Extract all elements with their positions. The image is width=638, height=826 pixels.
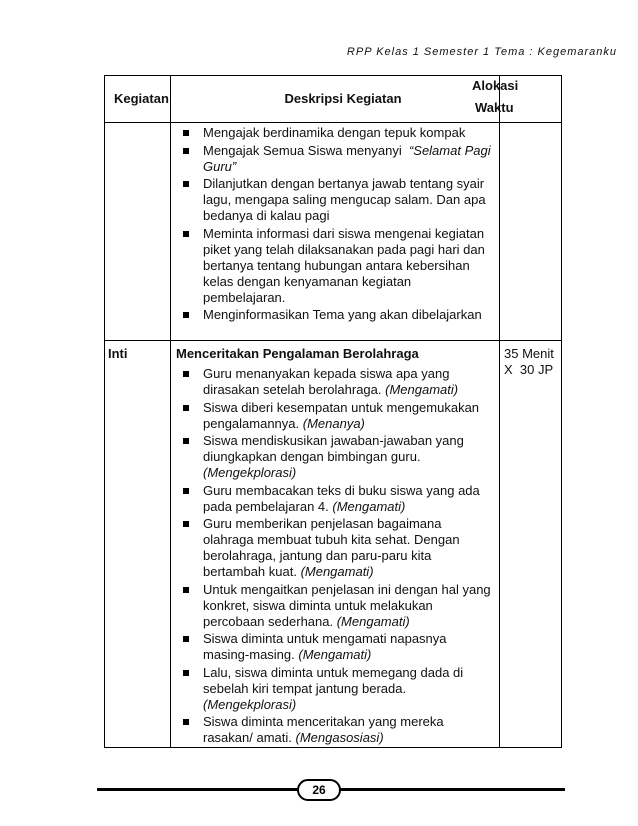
bullet-item [171, 176, 499, 224]
bullet-square-icon [183, 181, 189, 187]
bullet-italic-text: (Mengasosiasi) [295, 730, 384, 745]
row-core-description [171, 341, 499, 748]
bullet-italic-text: (Mengekplorasi) [203, 696, 297, 712]
row-core-time [500, 341, 561, 378]
bullet-text: Siswa diberi kesempatan untuk mengemukakan pengalamannya. [203, 399, 480, 431]
bullet-italic-text: (Mengamati) [332, 498, 406, 514]
bullet-italic-text: (Mengamati) [385, 382, 459, 397]
bullet-text: Siswa mendiskusikan jawaban-jawaban yang diungkapkan dengan bimbingan guru. [203, 433, 464, 464]
bullet-square-icon [183, 148, 189, 154]
column-header-time [472, 76, 561, 122]
bullet-item [171, 226, 499, 306]
bullet-item [171, 516, 499, 580]
bullet-text: Guru membacakan teks di buku siswa yang ada pada pembelajaran 4. [203, 482, 480, 514]
bullet-text: Untuk mengaitkan penjelasan ini dengan hal yang konkret, siswa diminta untuk melakukan percobaan sederhana. [203, 581, 491, 629]
bullet-square-icon [183, 488, 189, 494]
bullet-text: Guru memberikan penjelasan bagaimana olahraga membuat tubuh kita sehat. Dengan berolahraga, jantung dan paru-paru kita bertambah kuat. [203, 516, 460, 579]
bullet-item [171, 400, 499, 432]
bullet-square-icon [183, 636, 189, 642]
bullet-text: Lalu, siswa diminta untuk memegang dada di sebelah kiri tempat jantung berada. [203, 664, 464, 696]
bullet-square-icon [183, 670, 189, 676]
bullet-text: Menginformasikan Tema yang akan dibelajarkan [203, 307, 482, 322]
bullet-item [171, 582, 499, 630]
time-allocation-line2: X 30 JP [504, 362, 554, 377]
bullet-square-icon [183, 130, 189, 136]
row-opening-time [500, 123, 561, 340]
column-header-time-line2: Waktu [475, 100, 514, 115]
bullet-text: Dilanjutkan dengan bertanya jawab tentang syair lagu, mengapa saling mengucap salam. Dan apa bedanya di kalau pagi [203, 176, 486, 223]
column-header-activity: Kegiatan [114, 91, 169, 106]
row-opening-activity [105, 123, 170, 340]
bullet-item [171, 665, 499, 713]
bullet-item [171, 483, 499, 515]
column-header-description: Deskripsi Kegiatan [284, 91, 402, 106]
bullet-square-icon [183, 312, 189, 318]
bullet-item [171, 366, 499, 398]
bullet-text: Meminta informasi dari siswa mengenai kegiatan piket yang telah dilaksanakan pada pagi hari dan bertanya tentang hubungan antara kebersihan kelas dengan kenyamanan kegiatan pembelajaran. [203, 225, 485, 305]
bullet-square-icon [183, 587, 189, 593]
bullet-item [171, 143, 499, 175]
bullet-italic-text: (Mengekplorasi) [203, 465, 297, 480]
bullet-item [171, 307, 499, 323]
bullet-text: Mengajak berdinamika dengan tepuk kompak [203, 125, 466, 140]
activity-heading: Menceritakan Pengalaman Berolahraga [176, 346, 419, 361]
bullet-item [171, 714, 499, 746]
row-opening-description [171, 123, 499, 340]
bullet-item [171, 125, 499, 141]
column-header-time-line1: Alokasi [472, 78, 519, 93]
bullet-text: Siswa diminta untuk mengamati napasnya masing-masing. [203, 631, 447, 662]
bullet-square-icon [183, 438, 189, 444]
bullet-italic-text: (Mengamati) [300, 564, 374, 579]
time-allocation-line1: 35 Menit [504, 346, 554, 361]
bullet-square-icon [183, 521, 189, 527]
bullet-square-icon [183, 371, 189, 377]
row-core-activity: Inti [108, 346, 128, 361]
page-number: 26 [297, 779, 341, 801]
bullet-italic-text: (Menanya) [302, 415, 365, 431]
running-header: RPP Kelas 1 Semester 1 Tema : Kegemaranku [346, 46, 617, 58]
bullet-text: Mengajak Semua Siswa menyanyi [203, 142, 409, 158]
bullet-item [171, 631, 499, 663]
bullet-square-icon [183, 719, 189, 725]
bullet-italic-text: (Mengamati) [298, 647, 372, 662]
bullet-item [171, 433, 499, 481]
lesson-activity-table [104, 75, 562, 748]
bullet-square-icon [183, 405, 189, 411]
bullet-italic-text: (Mengamati) [336, 613, 410, 629]
bullet-text: Guru menanyakan kepada siswa apa yang dirasakan setelah berolahraga. [203, 366, 450, 397]
bullet-square-icon [183, 231, 189, 237]
bullet-italic-text: “Selamat Pagi Guru” [203, 142, 491, 174]
bullet-text: Siswa diminta menceritakan yang mereka rasakan/ amati. [203, 714, 444, 745]
